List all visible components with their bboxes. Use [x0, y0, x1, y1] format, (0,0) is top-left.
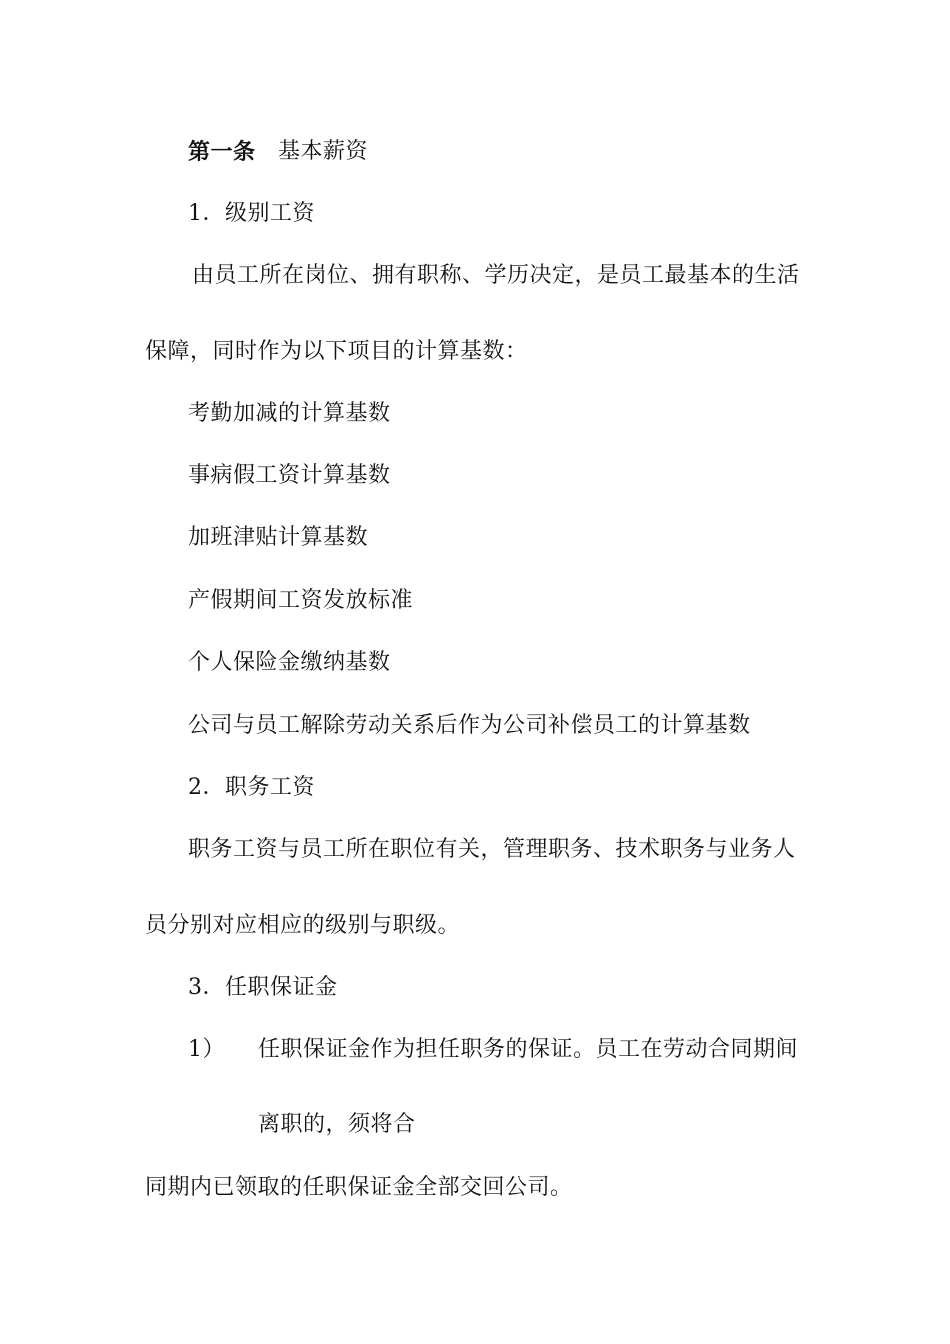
section-1-paragraph-line-1: 由员工所在岗位、拥有职称、学历决定，是员工最基本的生活 [192, 263, 800, 288]
section-3-heading: 3．任职保证金 [188, 975, 338, 1000]
list-item: 考勤加减的计算基数 [188, 401, 391, 426]
section-2-paragraph-line-1: 职务工资与员工所在职位有关，管理职务、技术职务与业务人 [188, 837, 796, 862]
section-1-paragraph-line-2: 保障，同时作为以下项目的计算基数： [145, 339, 528, 364]
section-3-item-1-line-2: 离职的，须将合 [258, 1112, 416, 1137]
section-3-item-1-line-1: 任职保证金作为担任职务的保证。员工在劳动合同期间 [258, 1037, 799, 1062]
list-item: 公司与员工解除劳动关系后作为公司补偿员工的计算基数 [188, 713, 751, 738]
list-item: 产假期间工资发放标准 [188, 588, 414, 613]
list-item: 个人保险金缴纳基数 [188, 650, 391, 675]
article-title: 基本薪资 [278, 139, 369, 164]
list-item: 事病假工资计算基数 [188, 463, 391, 488]
section-3-item-1-line-3: 同期内已领取的任职保证金全部交回公司。 [145, 1175, 573, 1200]
section-1-heading: 1．级别工资 [188, 201, 315, 226]
section-2-heading: 2．职务工资 [188, 775, 315, 800]
list-item: 加班津贴计算基数 [188, 525, 369, 550]
article-number: 第一条 [188, 139, 256, 165]
section-2-paragraph-line-2: 员分别对应相应的级别与职级。 [145, 913, 461, 938]
section-3-item-1-number: 1） [188, 1037, 225, 1062]
